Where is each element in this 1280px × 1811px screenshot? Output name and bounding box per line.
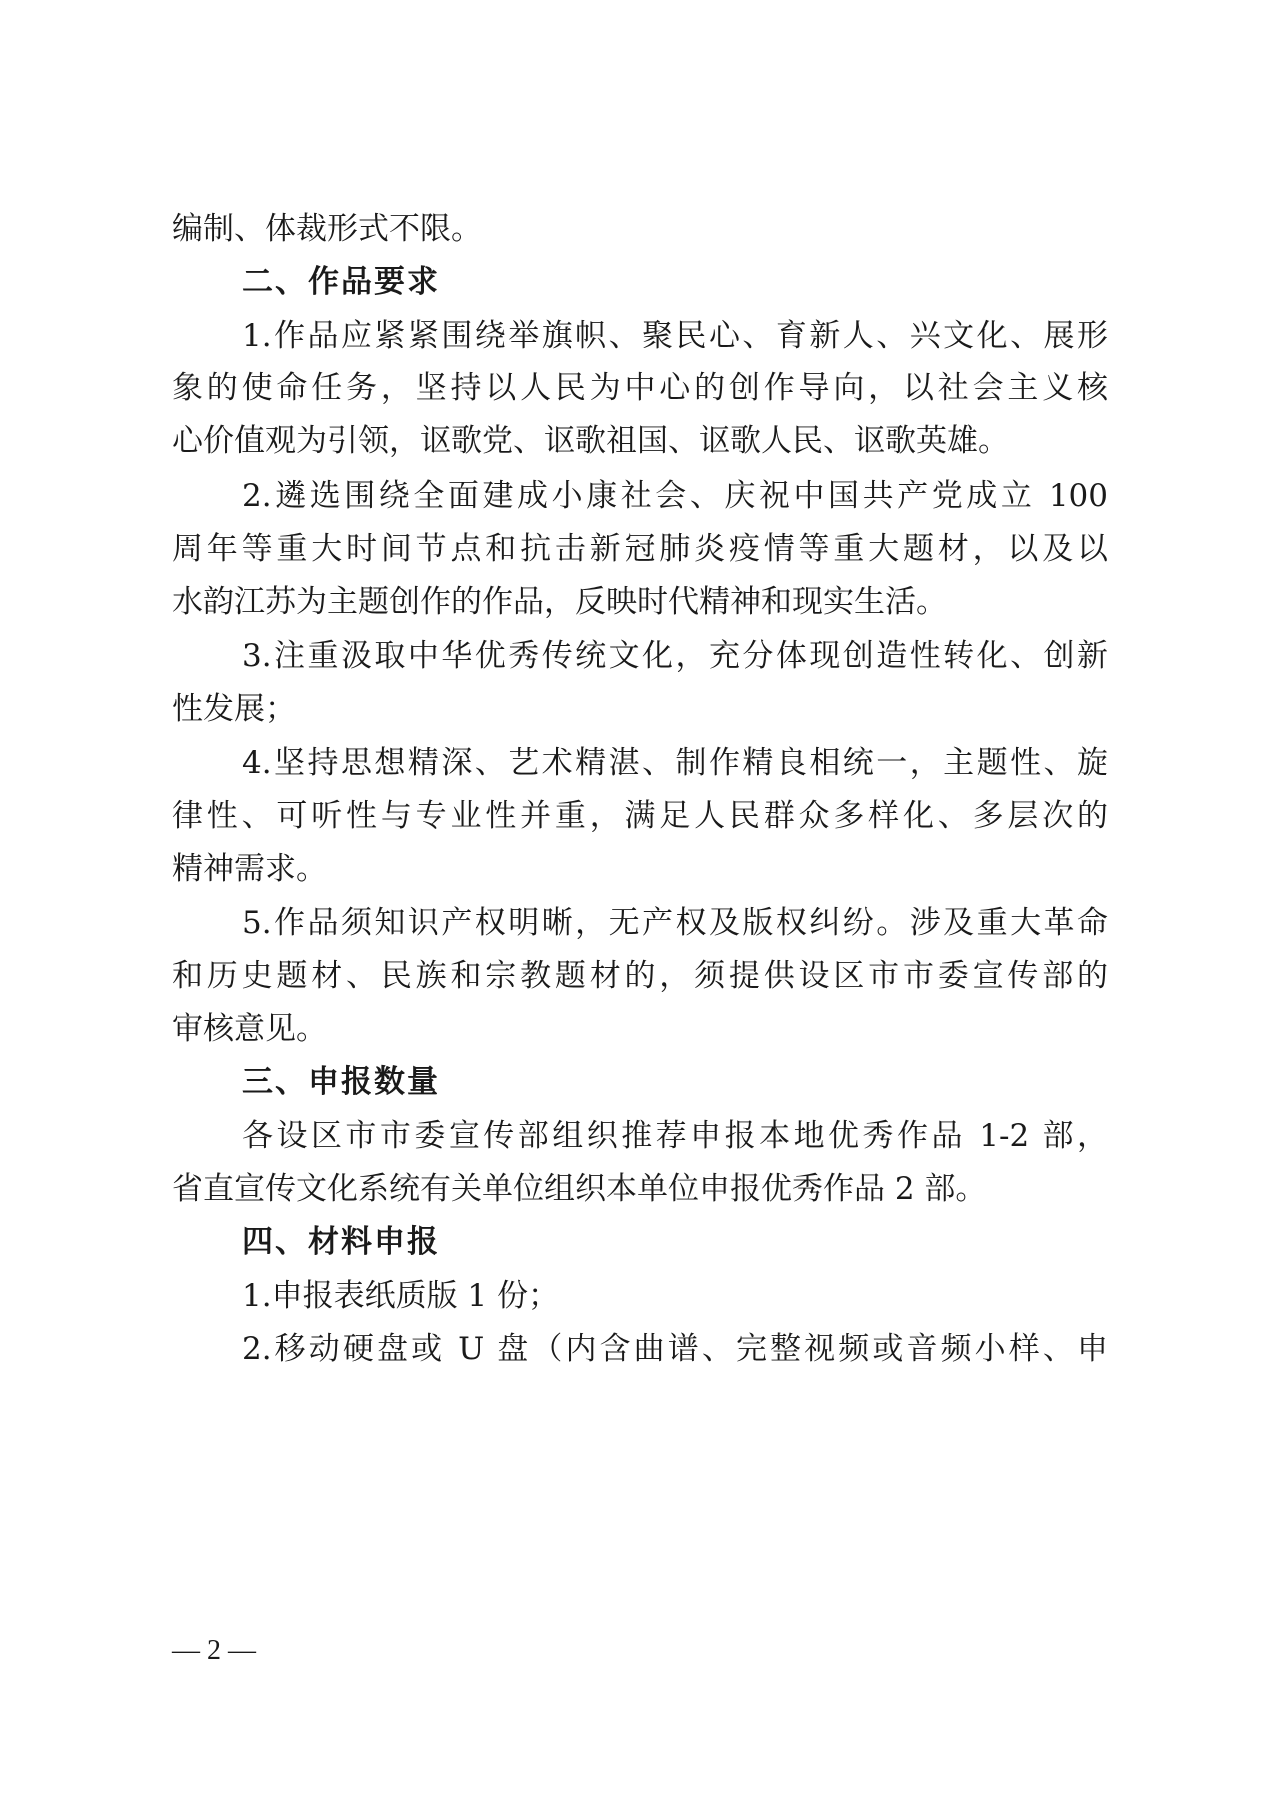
paragraph-line	[0, 572, 1280, 632]
paragraph-line	[0, 306, 1280, 366]
text-line: 5.作品须知识产权明晰，无产权及版权纠纷。涉及重大革命	[242, 905, 1108, 941]
section-heading-2	[0, 252, 1280, 312]
paragraph-line	[0, 999, 1280, 1059]
text-line: 4.坚持思想精深、艺术精湛、制作精良相统一，主题性、旋	[242, 745, 1108, 781]
paragraph-line	[0, 839, 1280, 899]
page-number: — 2 —	[172, 1635, 256, 1666]
text-line: 象的使命任务，坚持以人民为中心的创作导向，以社会主义核	[172, 370, 1108, 406]
text-line: 2.遴选围绕全面建成小康社会、庆祝中国共产党成立 100	[242, 478, 1108, 514]
paragraph-line	[0, 466, 1280, 526]
paragraph-line	[0, 946, 1280, 1006]
text-line: 1.作品应紧紧围绕举旗帜、聚民心、育新人、兴文化、展形	[242, 318, 1108, 354]
paragraph-line	[0, 733, 1280, 793]
paragraph-line	[0, 1319, 1280, 1379]
text-line: 水韵江苏为主题创作的作品，反映时代精神和现实生活。	[172, 584, 947, 620]
text-line: 周年等重大时间节点和抗击新冠肺炎疫情等重大题材，以及以	[172, 531, 1108, 567]
text-line: 心价值观为引领，讴歌党、讴歌祖国、讴歌人民、讴歌英雄。	[172, 423, 1009, 459]
paragraph-line	[0, 411, 1280, 471]
text-line: 性发展；	[172, 691, 296, 727]
paragraph-line	[0, 679, 1280, 739]
continuation-line	[0, 199, 1280, 259]
paragraph-line	[0, 358, 1280, 418]
section-heading-4	[0, 1212, 1280, 1272]
text-line: 律性、可听性与专业性并重，满足人民群众多样化、多层次的	[172, 798, 1108, 834]
section-heading-3	[0, 1052, 1280, 1112]
section-title: 三、申报数量	[242, 1064, 440, 1100]
text-line: 精神需求。	[172, 851, 327, 887]
text-line: 3.注重汲取中华优秀传统文化，充分体现创造性转化、创新	[242, 638, 1108, 674]
text-line: 省直宣传文化系统有关单位组织本单位申报优秀作品 2 部。	[172, 1171, 987, 1207]
paragraph-line	[0, 1159, 1280, 1219]
section-title: 二、作品要求	[242, 264, 440, 300]
text-line: 各设区市市委宣传部组织推荐申报本地优秀作品 1-2 部，	[242, 1118, 1108, 1154]
paragraph-line	[0, 626, 1280, 686]
paragraph-line	[0, 1106, 1280, 1166]
paragraph-line	[0, 1266, 1280, 1326]
paragraph-line	[0, 893, 1280, 953]
paragraph-line	[0, 786, 1280, 846]
text-line: 编制、体裁形式不限。	[172, 211, 482, 247]
text-line: 审核意见。	[172, 1011, 327, 1047]
text-line: 和历史题材、民族和宗教题材的，须提供设区市市委宣传部的	[172, 958, 1108, 994]
paragraph-line	[0, 519, 1280, 579]
text-line: 1.申报表纸质版 1 份；	[242, 1278, 560, 1314]
section-title: 四、材料申报	[242, 1224, 440, 1260]
text-line: 2.移动硬盘或 U 盘（内含曲谱、完整视频或音频小样、申	[242, 1331, 1108, 1367]
